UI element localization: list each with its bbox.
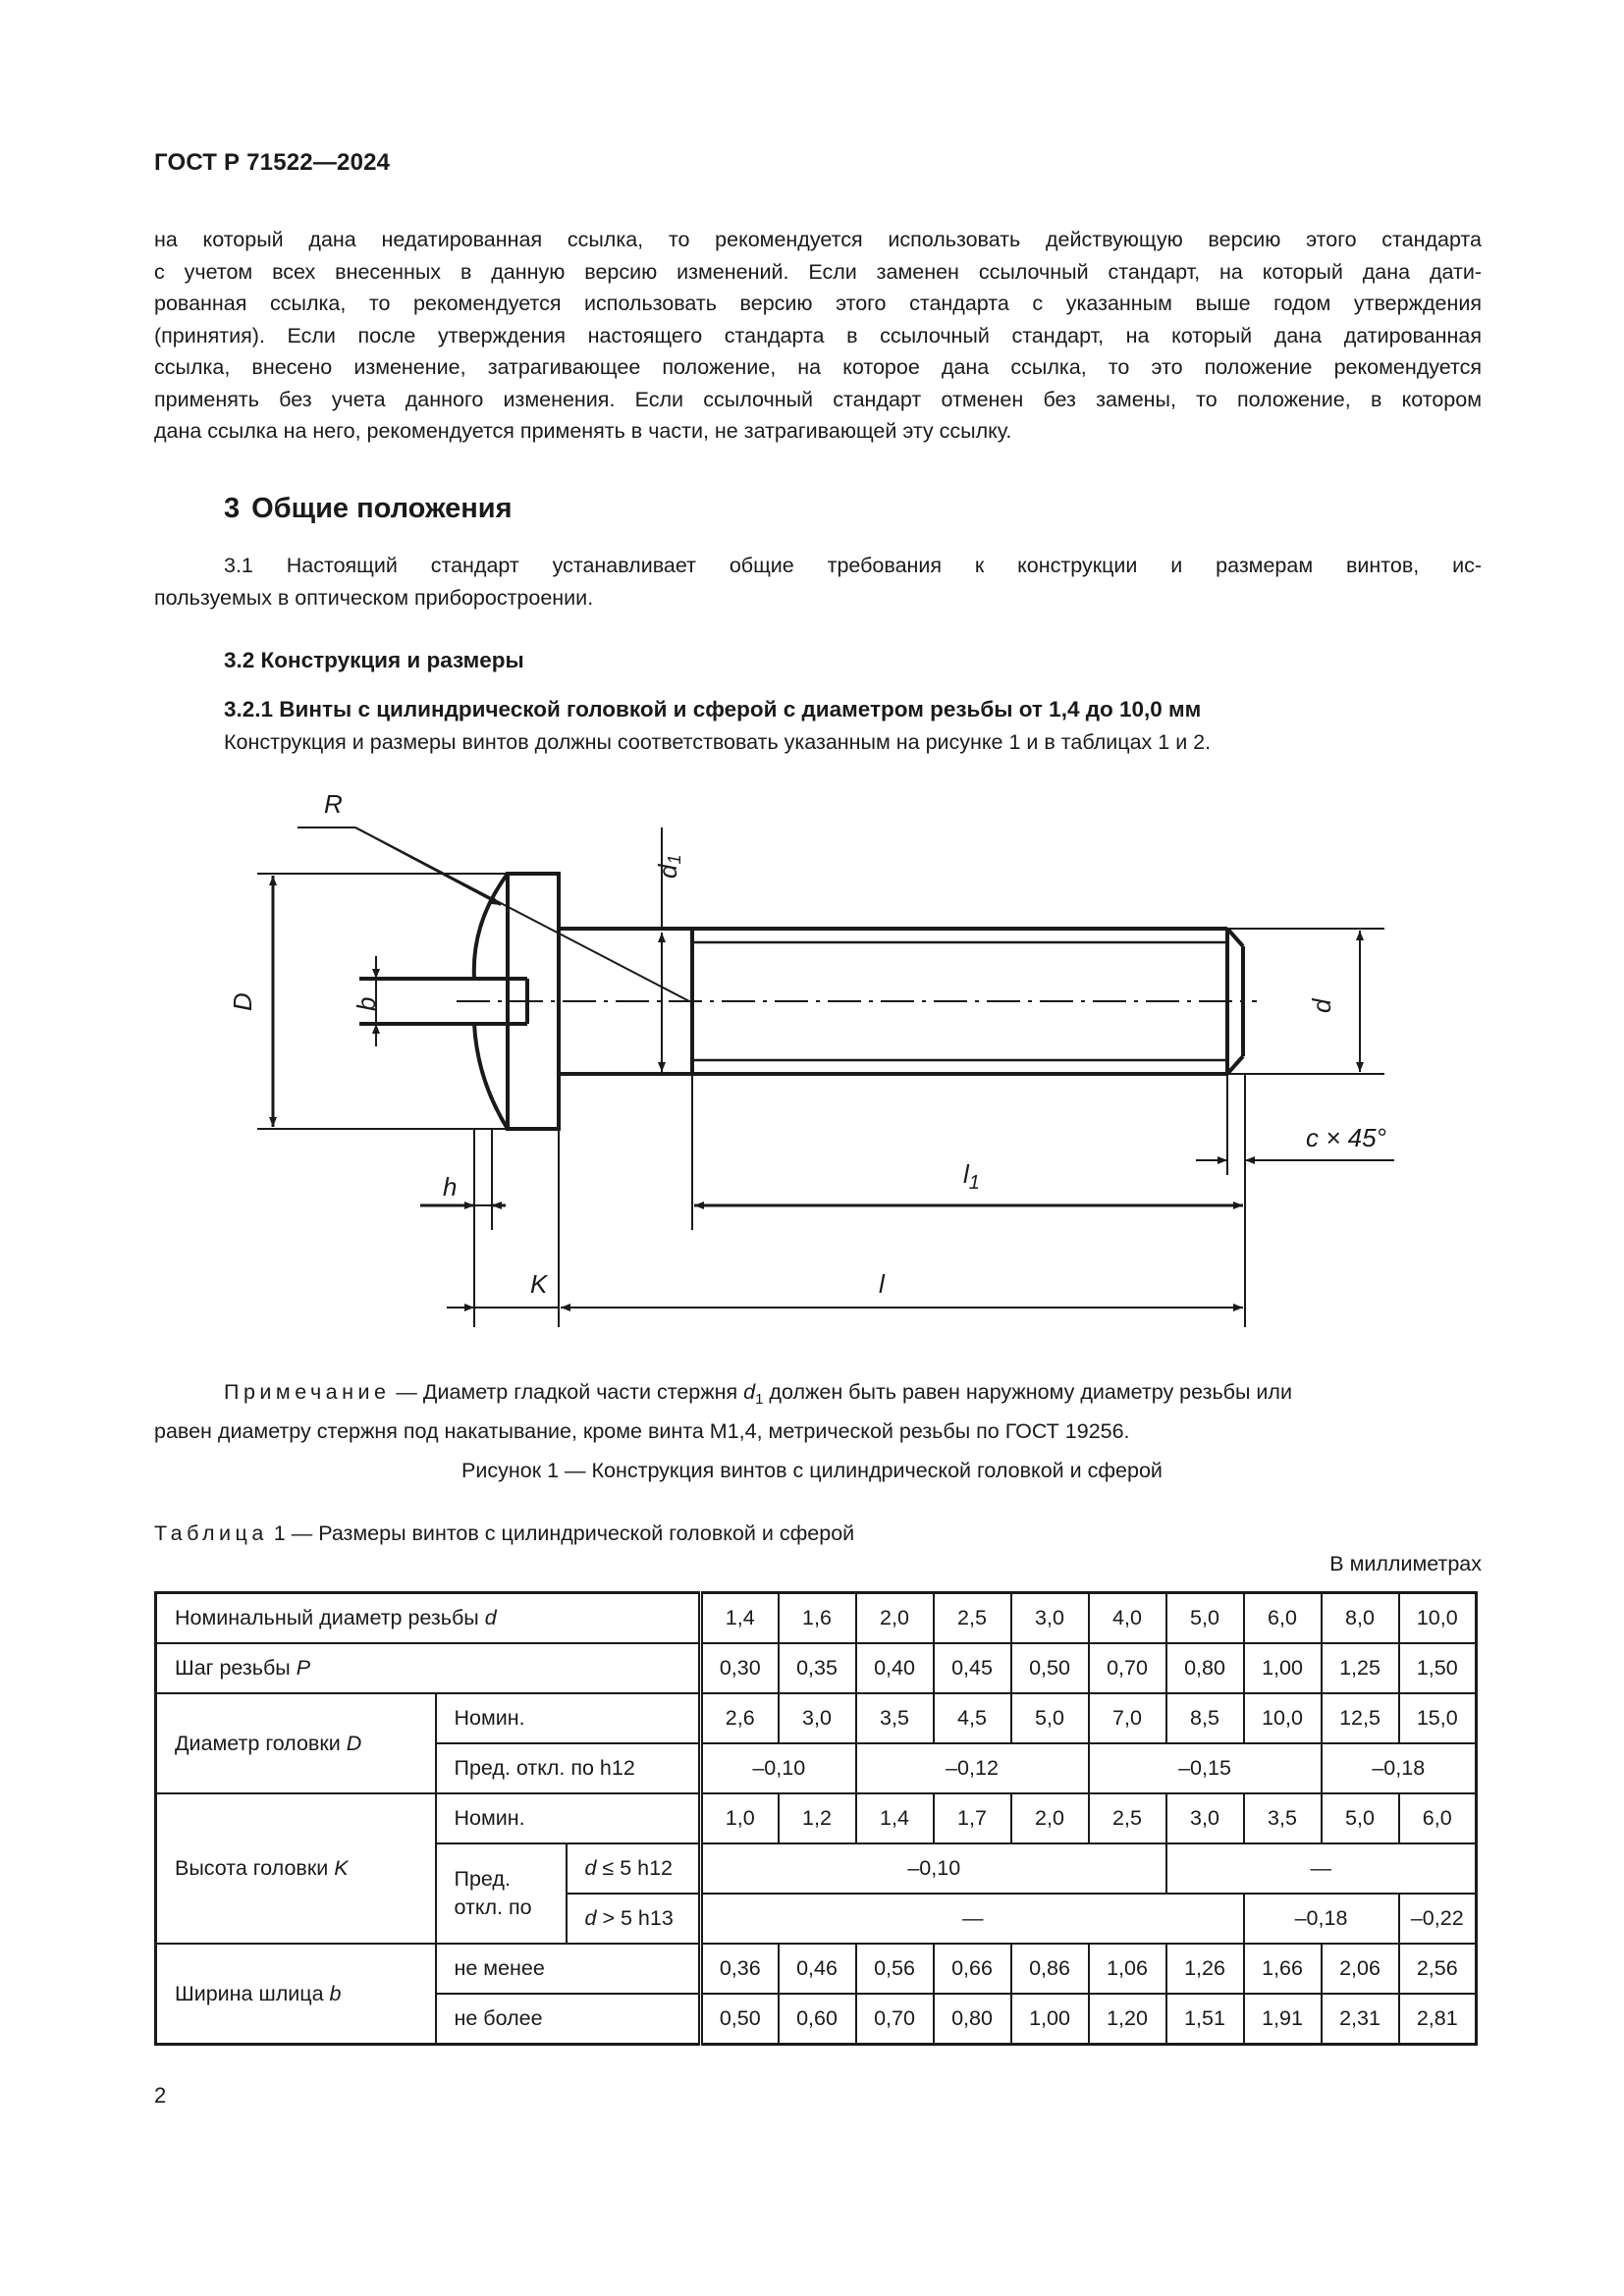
figure-note [154,1376,1482,1448]
table-cell: 0,45 [934,1643,1011,1693]
condition-label: d > 5 h13 [567,1894,701,1944]
table-cell: 6,0 [1244,1593,1322,1644]
table-cell: 2,5 [934,1593,1011,1644]
table-cell: 2,06 [1322,1944,1399,1994]
table-cell: 3,5 [1244,1793,1322,1843]
sub-label: Пред. откл. по [436,1843,567,1944]
table-row [156,1944,1477,1994]
intro-paragraph [154,224,1482,448]
table-cell: 1,4 [701,1593,779,1644]
table-cell: –0,15 [1089,1743,1322,1793]
intro-line: применять без учета данного изменения. Если ссылочный стандарт отменен без замены, то положение, в котором [154,387,1482,411]
label-d1: d1 [653,854,684,879]
intro-line: ссылка, внесено изменение, затрагивающее положение, на которое дана ссылка, то это положение рекомендуется [154,355,1482,379]
table-cell: –0,12 [856,1743,1089,1793]
table-cell: 1,00 [1011,1994,1089,2045]
table-cell: — [1166,1843,1477,1894]
row-label: Номинальный диаметр резьбы d [156,1593,701,1644]
sub-label: не более [436,1994,701,2045]
table-cell: 6,0 [1399,1793,1477,1843]
table-cell: 0,30 [701,1643,779,1693]
clause-3-2-1-title: 3.2.1 Винты с цилиндрической головкой и сферой с диаметром резьбы от 1,4 до 10,0 мм [224,697,1202,721]
table-cell: — [701,1894,1244,1944]
label-d: d [1307,998,1336,1013]
table-cell: 1,51 [1166,1994,1244,2045]
table-cell: 8,0 [1322,1593,1399,1644]
sub-label: Пред. откл. по h12 [436,1743,701,1793]
sub-label: Номин. [436,1793,701,1843]
sub-label: Номин. [436,1693,701,1743]
table-row [156,1593,1477,1644]
row-label: Высота головки K [156,1793,436,1944]
section-heading [224,493,513,525]
page-number: 2 [154,2083,167,2108]
table-cell: 0,80 [1166,1643,1244,1693]
table-cell: 4,0 [1089,1593,1166,1644]
table-cell: 3,0 [779,1693,856,1743]
row-label: Шаг резьбы P [156,1643,701,1693]
table-cell: 0,80 [934,1994,1011,2045]
table-cell: 7,0 [1089,1693,1166,1743]
screw-head-outline [359,874,1243,1129]
table-cell: –0,18 [1322,1743,1477,1793]
table-cell: 15,0 [1399,1693,1477,1743]
table-caption [154,1522,854,1546]
document-header-id: ГОСТ Р 71522—2024 [154,149,391,176]
table-cell: 5,0 [1166,1593,1244,1644]
table-cell: 5,0 [1011,1693,1089,1743]
label-h: h [443,1172,458,1201]
table-cell: 2,31 [1322,1994,1399,2045]
table-cell: 2,81 [1399,1994,1477,2045]
table-cell: 1,26 [1166,1944,1244,1994]
label-R: R [324,789,343,819]
table-cell: 0,36 [701,1944,779,1994]
table-cell: 0,70 [1089,1643,1166,1693]
table-cell: 0,46 [779,1944,856,1994]
table-cell: 10,0 [1244,1693,1322,1743]
table-cell: 1,25 [1322,1643,1399,1693]
table-cell: 0,66 [934,1944,1011,1994]
row-label: Ширина шлица b [156,1944,436,2045]
note-prefix: Примечание [224,1380,391,1404]
table-cell: –0,22 [1399,1894,1477,1944]
table-cell: 1,06 [1089,1944,1166,1994]
label-D: D [228,992,257,1011]
section-number: 3 [224,493,241,524]
note-sub: 1 [755,1391,764,1408]
table-row [156,1643,1477,1693]
table-cell: 1,6 [779,1593,856,1644]
table-cell: 1,0 [701,1793,779,1843]
table-caption-text: 1 — Размеры винтов с цилиндрической головкой и сферой [267,1522,855,1545]
table-row [156,1693,1477,1743]
table-cell: 0,56 [856,1944,934,1994]
table-cell: 12,5 [1322,1693,1399,1743]
table-cell: 8,5 [1166,1693,1244,1743]
table-cell: 2,0 [1011,1793,1089,1843]
clause-3-2-1-text: Конструкция и размеры винтов должны соответствовать указанным на рисунке 1 и в таблицах 1 и 2. [224,730,1212,754]
clause-3-1 [154,550,1482,614]
clause-line: 3.1 Настоящий стандарт устанавливает общие требования к конструкции и размерам винтов, ис- [224,554,1482,577]
table-cell: 0,35 [779,1643,856,1693]
intro-line: дана ссылка на него, рекомендуется применять в части, не затрагивающей эту ссылку. [154,419,1012,443]
table-cell: 3,5 [856,1693,934,1743]
sub-label: не менее [436,1944,701,1994]
note-var: d [743,1380,756,1404]
table-cell: 1,2 [779,1793,856,1843]
table-caption-prefix: Таблица [154,1522,268,1545]
intro-line: рованная ссылка, то рекомендуется использовать версию этого стандарта с указанным выше годом утверждения [154,292,1482,315]
table-cell: 2,6 [701,1693,779,1743]
table-cell: 4,5 [934,1693,1011,1743]
condition-label: d ≤ 5 h12 [567,1843,701,1894]
intro-line: на который дана недатированная ссылка, то рекомендуется использовать действующую версию этого стандарта [154,228,1482,251]
label-l1: $l_1$ [963,1159,980,1194]
note-text: должен быть равен наружному диаметру резьбы или [763,1380,1292,1404]
table-cell: 1,4 [856,1793,934,1843]
note-line2: равен диаметру стержня под накатывание, кроме винта М1,4, метрической резьбы по ГОСТ 19256. [154,1419,1130,1443]
table-cell: 1,50 [1399,1643,1477,1693]
section-title: Общие положения [251,493,513,524]
clause-line: пользуемых в оптическом приборостроении. [154,586,594,610]
table-cell: 3,0 [1166,1793,1244,1843]
table-cell: 2,5 [1089,1793,1166,1843]
table-cell: 1,66 [1244,1944,1322,1994]
dimensions-table [154,1591,1478,2046]
table-cell: 2,0 [856,1593,934,1644]
table-cell: –0,10 [701,1843,1166,1894]
table-cell: 0,50 [701,1994,779,2045]
table-cell: 5,0 [1322,1793,1399,1843]
table-cell: –0,18 [1244,1894,1399,1944]
table-cell: 1,91 [1244,1994,1322,2045]
table-cell: 2,56 [1399,1944,1477,1994]
table-cell: 0,60 [779,1994,856,2045]
note-text: — Диаметр гладкой части стержня [390,1380,744,1404]
table-cell: 1,00 [1244,1643,1322,1693]
table-cell: –0,10 [701,1743,856,1793]
table-row [156,1793,1477,1843]
intro-line: (принятия). Если после утверждения настоящего стандарта в ссылочный стандарт, на который дана датированная [154,323,1482,347]
label-l: l [879,1269,885,1299]
intro-line: с учетом всех внесенных в данную версию изменений. Если заменен ссылочный стандарт, на который дана дати- [154,259,1482,284]
clause-3-2-title: 3.2 Конструкция и размеры [224,648,524,672]
table-cell: 0,40 [856,1643,934,1693]
figure-caption: Рисунок 1 — Конструкция винтов с цилиндрической головкой и сферой [461,1459,1163,1482]
table-cell: 3,0 [1011,1593,1089,1644]
row-label: Диаметр головки D [156,1693,436,1793]
label-K: K [530,1269,548,1299]
table-units: В миллиметрах [1329,1552,1482,1575]
label-b: b [352,996,381,1011]
table-cell: 0,50 [1011,1643,1089,1693]
table-cell: 10,0 [1399,1593,1477,1644]
table-cell: 1,20 [1089,1994,1166,2045]
table-cell: 0,70 [856,1994,934,2045]
label-chamfer: c × 45° [1306,1123,1386,1152]
table-cell: 1,7 [934,1793,1011,1843]
table-cell: 0,86 [1011,1944,1089,1994]
